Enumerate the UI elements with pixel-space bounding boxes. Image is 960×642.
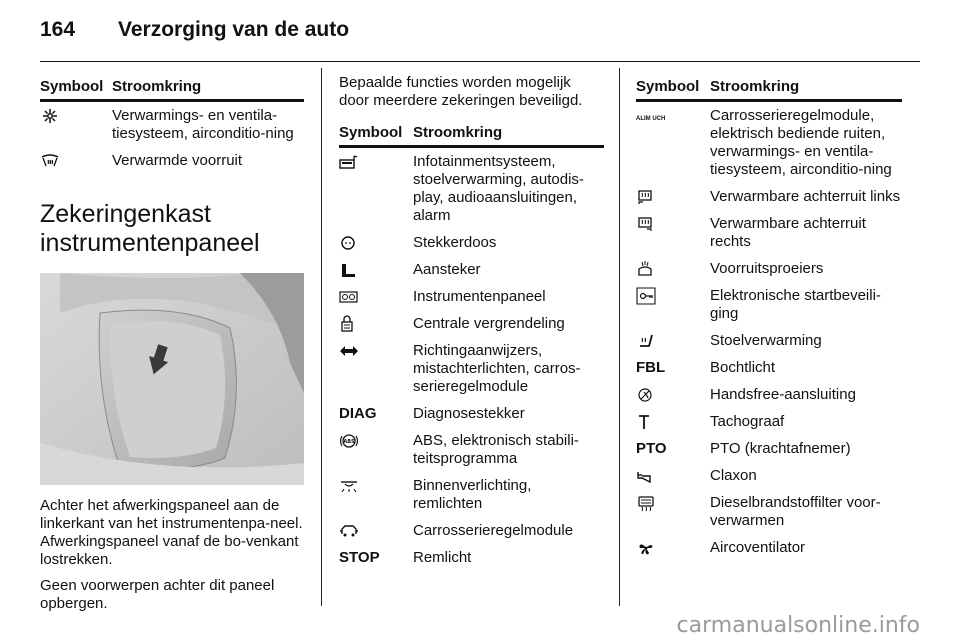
circuit-text: Carrosserieregelmodule, elektrisch bediende ruiten, verwarmings- en ventila-tiesysteem, airconditio-ning xyxy=(710,107,892,178)
seat-heating-icon xyxy=(636,332,656,350)
table-row xyxy=(339,517,604,544)
table-row xyxy=(636,183,902,210)
section-heading: Zekeringenkast instrumentenpaneel xyxy=(40,200,260,257)
circuit-text: Centrale vergrendeling xyxy=(413,315,565,332)
table-row xyxy=(339,400,604,427)
circuit-text: Stekkerdoos xyxy=(413,234,497,251)
circuit-text: Aircoventilator xyxy=(710,539,806,556)
circuit-text: Claxon xyxy=(710,467,757,484)
instrument-panel-icon xyxy=(339,288,359,306)
page-title: Verzorging van de auto xyxy=(118,18,350,41)
rear-window-right-icon xyxy=(636,215,656,233)
panel-illustration xyxy=(40,273,304,485)
middle-column xyxy=(339,74,604,571)
col-header-symbol: Symbool xyxy=(636,74,710,101)
fuse-table-middle xyxy=(339,120,604,571)
circuit-text: ABS, elektronisch stabili-teitsprogramma xyxy=(413,432,579,467)
table-row xyxy=(636,489,902,534)
circuit-text: Verwarmbare achterruit rechts xyxy=(710,215,866,250)
symbol-label: FBL xyxy=(636,359,666,376)
cigarette-lighter-icon xyxy=(339,261,359,279)
fuse-box-panel-photo xyxy=(40,273,304,485)
circuit-text: Stoelverwarming xyxy=(710,332,822,349)
circuit-text: Richtingaanwijzers, mistachterlichten, carros-serieregelmodule xyxy=(413,342,581,395)
table-row xyxy=(339,229,604,256)
page-header xyxy=(40,14,920,54)
col-header-symbol: Symbool xyxy=(339,120,413,147)
table-row xyxy=(339,310,604,337)
circuit-text: Binnenverlichting, remlichten xyxy=(413,477,532,512)
table-row xyxy=(40,101,304,148)
table-row xyxy=(40,147,304,174)
table-row xyxy=(339,427,604,472)
table-row xyxy=(339,472,604,517)
table-row xyxy=(636,101,902,184)
table-row xyxy=(636,408,902,435)
page-number: 164 xyxy=(40,18,76,41)
column-divider xyxy=(619,68,620,606)
table-row xyxy=(636,210,902,255)
column-divider xyxy=(321,68,322,606)
circuit-text: Instrumentenpaneel xyxy=(413,288,546,305)
circuit-text: Aansteker xyxy=(413,261,481,278)
left-column xyxy=(40,74,304,613)
fuse-table-right xyxy=(636,74,902,561)
table-row xyxy=(636,327,902,354)
turn-signal-icon xyxy=(339,342,359,360)
circuit-text: Verwarmde voorruit xyxy=(112,152,243,169)
handsfree-icon xyxy=(636,386,656,404)
table-row xyxy=(636,255,902,282)
table-row xyxy=(339,337,604,400)
symbol-label: PTO xyxy=(636,440,667,457)
power-socket-icon xyxy=(339,234,359,252)
infotainment-icon xyxy=(339,153,359,171)
circuit-text: Bochtlicht xyxy=(710,359,776,376)
fan-icon xyxy=(40,107,60,125)
washer-icon xyxy=(636,260,656,278)
circuit-text: Verwarmbare achterruit links xyxy=(710,188,901,205)
circuit-text: Infotainmentsysteem, stoelverwarming, autodis-play, audioaansluitingen, alarm xyxy=(413,153,584,224)
diesel-filter-icon xyxy=(636,494,656,512)
circuit-text: Carrosserieregelmodule xyxy=(413,522,574,539)
col-header-circuit: Stroomkring xyxy=(112,74,304,101)
svg-text:ABS: ABS xyxy=(343,439,355,445)
right-column xyxy=(636,74,902,561)
table-row xyxy=(636,354,902,381)
table-row xyxy=(339,544,604,571)
table-row xyxy=(339,256,604,283)
interior-light-icon xyxy=(339,477,359,495)
intro-text: Bepaalde functies worden mogelijk door meerdere zekeringen beveiligd. xyxy=(339,74,583,109)
immobiliser-icon xyxy=(636,287,656,305)
table-row xyxy=(636,462,902,489)
circuit-text: Handsfree-aansluiting xyxy=(710,386,856,403)
paragraph: Geen voorwerpen achter dit paneel opbergen. xyxy=(40,577,275,612)
circuit-text: Diagnosestekker xyxy=(413,405,525,422)
col-header-circuit: Stroomkring xyxy=(413,120,604,147)
circuit-text: Verwarmings- en ventila-tiesysteem, airconditio-ning xyxy=(112,107,294,142)
header-rule xyxy=(40,61,920,62)
circuit-text: Voorruitsproeiers xyxy=(710,260,824,277)
tachograph-icon xyxy=(636,413,656,431)
table-row xyxy=(339,147,604,230)
symbol-label: STOP xyxy=(339,549,380,566)
symbol-label: DIAG xyxy=(339,405,377,422)
table-row xyxy=(636,381,902,408)
body-control-icon xyxy=(339,522,359,540)
ac-fan-icon xyxy=(636,539,656,557)
heated-windscreen-icon xyxy=(40,152,60,170)
col-header-symbol: Symbool xyxy=(40,74,112,101)
abs-icon xyxy=(339,432,359,450)
central-locking-icon xyxy=(339,315,359,333)
circuit-text: Remlicht xyxy=(413,549,472,566)
circuit-text: Dieselbrandstoffilter voor-verwarmen xyxy=(710,494,881,529)
paragraph: Achter het afwerkingspaneel aan de linkerkant van het instrumentenpa-neel. Afwerkingspaneel vanaf de bo-venkant lostrekken. xyxy=(40,497,303,568)
table-row xyxy=(636,534,902,561)
symbol-label: ALIM UCH xyxy=(636,116,666,122)
table-row xyxy=(636,282,902,327)
circuit-text: PTO (krachtafnemer) xyxy=(710,440,851,457)
fuse-table-left xyxy=(40,74,304,174)
table-row xyxy=(636,435,902,462)
watermark: carmanualsonline.info xyxy=(676,613,920,638)
rear-window-left-icon xyxy=(636,188,656,206)
circuit-text: Elektronische startbeveili-ging xyxy=(710,287,881,322)
col-header-circuit: Stroomkring xyxy=(710,74,902,101)
horn-icon xyxy=(636,467,656,485)
circuit-text: Tachograaf xyxy=(710,413,785,430)
table-row xyxy=(339,283,604,310)
